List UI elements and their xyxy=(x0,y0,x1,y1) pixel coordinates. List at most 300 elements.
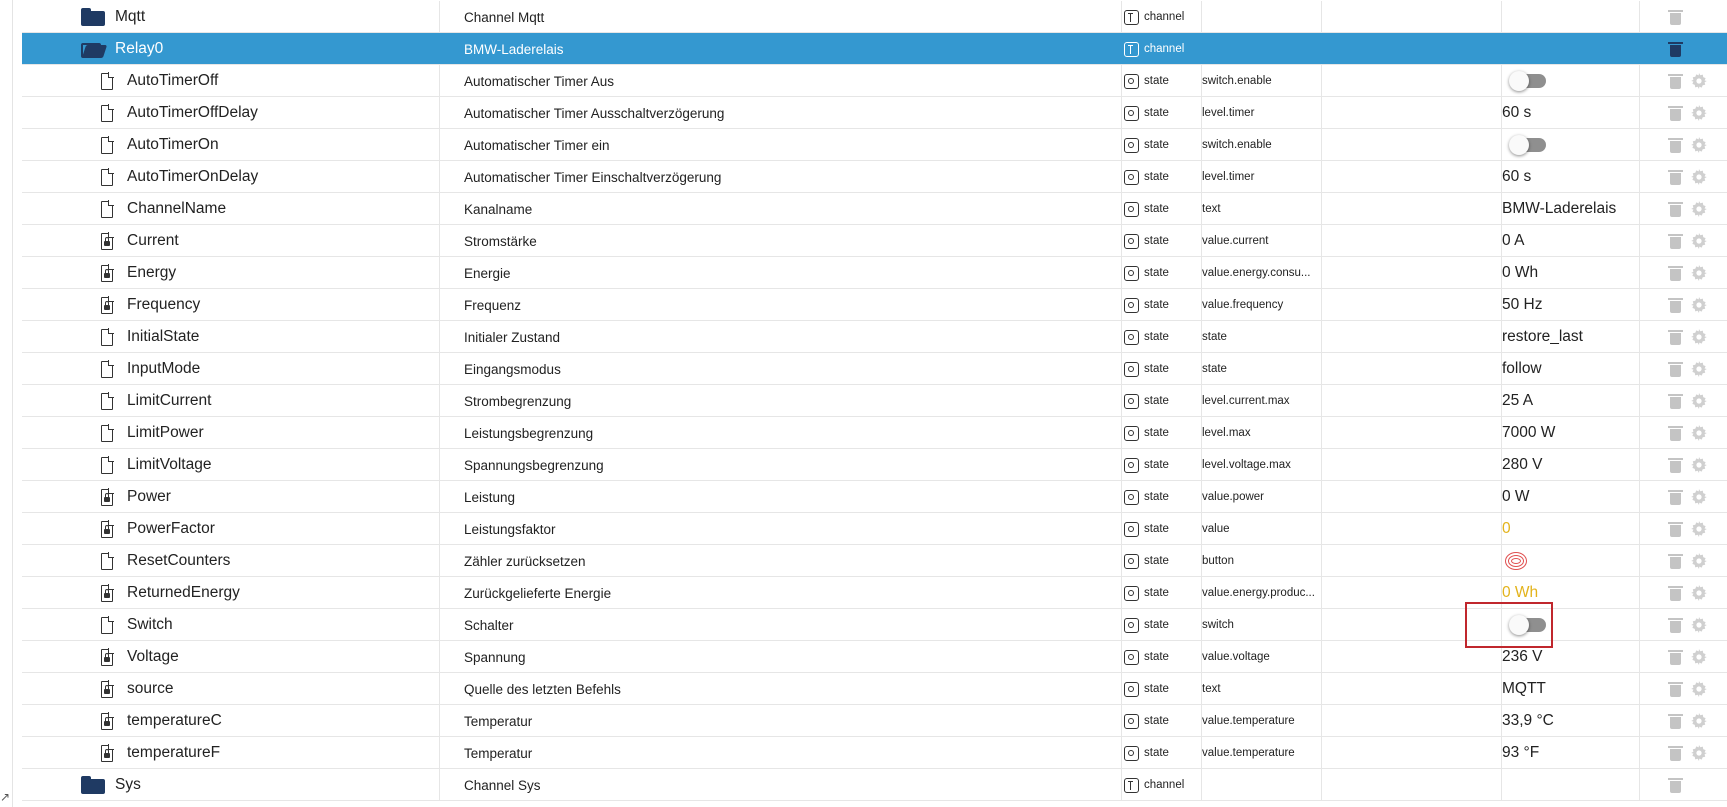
gear-icon[interactable] xyxy=(1691,521,1707,537)
table-row[interactable] xyxy=(22,737,1727,769)
object-id-label: Relay0 xyxy=(115,40,164,57)
object-type: state xyxy=(1144,459,1169,471)
table-row[interactable] xyxy=(22,161,1727,193)
gear-icon[interactable] xyxy=(1691,329,1707,345)
object-name-cell xyxy=(440,609,1122,641)
object-type: state xyxy=(1144,651,1169,663)
object-type: state xyxy=(1144,619,1169,631)
table-row[interactable] xyxy=(22,545,1727,577)
object-name-cell xyxy=(440,161,1122,193)
table-row[interactable] xyxy=(22,385,1727,417)
object-type: state xyxy=(1144,715,1169,727)
file-icon xyxy=(101,201,113,218)
object-type-cell xyxy=(1122,641,1202,673)
delete-icon[interactable] xyxy=(1670,74,1681,88)
file-locked-icon xyxy=(101,681,113,698)
object-type-cell xyxy=(1122,33,1202,65)
gear-icon[interactable] xyxy=(1691,73,1707,89)
state-icon xyxy=(1124,138,1139,153)
object-room-cell xyxy=(1322,545,1502,577)
object-role-cell xyxy=(1202,609,1322,641)
object-room-cell xyxy=(1322,289,1502,321)
object-value-cell[interactable] xyxy=(1502,769,1640,801)
state-icon xyxy=(1124,170,1139,185)
object-name-cell xyxy=(440,257,1122,289)
object-value-cell[interactable] xyxy=(1502,97,1640,129)
object-type-cell xyxy=(1122,385,1202,417)
object-id-cell[interactable] xyxy=(22,705,440,737)
object-value-cell[interactable] xyxy=(1502,193,1640,225)
object-id-cell[interactable] xyxy=(22,609,440,641)
file-icon xyxy=(101,361,113,378)
object-room-cell xyxy=(1322,257,1502,289)
object-role-cell xyxy=(1202,577,1322,609)
object-id-cell[interactable] xyxy=(22,417,440,449)
object-type: state xyxy=(1144,427,1169,439)
delete-icon[interactable] xyxy=(1670,426,1681,440)
delete-icon[interactable] xyxy=(1670,490,1681,504)
table-row[interactable] xyxy=(22,33,1727,65)
state-value[interactable]: 7000 W xyxy=(1502,424,1556,441)
state-value[interactable]: follow xyxy=(1502,360,1542,377)
gear-icon[interactable] xyxy=(1691,297,1707,313)
delete-icon[interactable] xyxy=(1670,554,1681,568)
object-role-cell xyxy=(1202,225,1322,257)
file-locked-icon xyxy=(101,489,113,506)
object-role: state xyxy=(1202,363,1227,375)
delete-icon[interactable] xyxy=(1670,458,1681,472)
object-actions-cell xyxy=(1640,609,1727,641)
gear-icon[interactable] xyxy=(1691,713,1707,729)
gear-icon[interactable] xyxy=(1691,617,1707,633)
object-id-cell[interactable] xyxy=(22,321,440,353)
object-value-cell[interactable] xyxy=(1502,65,1640,97)
delete-icon[interactable] xyxy=(1670,106,1681,120)
object-room-cell xyxy=(1322,737,1502,769)
object-id-cell[interactable] xyxy=(22,449,440,481)
object-role-cell xyxy=(1202,481,1322,513)
table-row[interactable] xyxy=(22,705,1727,737)
table-row[interactable] xyxy=(22,481,1727,513)
object-value-cell[interactable] xyxy=(1502,225,1640,257)
object-id-cell[interactable] xyxy=(22,193,440,225)
gear-icon[interactable] xyxy=(1691,393,1707,409)
gear-icon[interactable] xyxy=(1691,585,1707,601)
object-id-label: AutoTimerOnDelay xyxy=(127,168,259,185)
gear-icon[interactable] xyxy=(1691,169,1707,185)
switch-highlight-box xyxy=(1465,602,1553,648)
delete-icon[interactable] xyxy=(1670,234,1681,248)
object-type-cell xyxy=(1122,577,1202,609)
gear-icon[interactable] xyxy=(1691,745,1707,761)
object-type: state xyxy=(1144,203,1169,215)
object-room-cell xyxy=(1322,705,1502,737)
object-id-label: ChannelName xyxy=(127,200,227,217)
object-id-label: temperatureC xyxy=(127,712,222,729)
object-name: Eingangsmodus xyxy=(464,361,561,377)
object-actions-cell xyxy=(1640,33,1727,65)
object-role-cell xyxy=(1202,1,1322,33)
state-icon xyxy=(1124,106,1139,121)
object-actions-cell xyxy=(1640,545,1727,577)
state-value[interactable]: 0 W xyxy=(1502,488,1530,505)
delete-icon[interactable] xyxy=(1670,778,1681,792)
gear-icon[interactable] xyxy=(1691,233,1707,249)
push-button-icon[interactable] xyxy=(1505,552,1527,570)
object-type-cell xyxy=(1122,1,1202,33)
state-value[interactable]: 0 Wh xyxy=(1502,584,1539,601)
object-actions-cell xyxy=(1640,1,1727,33)
object-id-cell[interactable] xyxy=(22,769,440,801)
object-id-cell[interactable] xyxy=(22,385,440,417)
object-room-cell xyxy=(1322,65,1502,97)
object-name-cell xyxy=(440,737,1122,769)
table-row[interactable] xyxy=(22,129,1727,161)
table-row[interactable] xyxy=(22,321,1727,353)
object-type: state xyxy=(1144,75,1169,87)
file-locked-icon xyxy=(101,265,113,282)
object-actions-cell xyxy=(1640,129,1727,161)
state-value[interactable]: 0 Wh xyxy=(1502,264,1539,281)
object-name-cell xyxy=(440,385,1122,417)
state-icon xyxy=(1124,618,1139,633)
object-id-label: PowerFactor xyxy=(127,520,215,537)
object-role: level.timer xyxy=(1202,107,1255,119)
state-value[interactable]: MQTT xyxy=(1502,680,1546,697)
object-value-cell[interactable] xyxy=(1502,161,1640,193)
state-value[interactable]: 0 A xyxy=(1502,232,1525,249)
state-value[interactable]: 33,9 °C xyxy=(1502,712,1554,729)
object-type-cell xyxy=(1122,353,1202,385)
table-row[interactable] xyxy=(22,193,1727,225)
state-value[interactable]: 25 A xyxy=(1502,392,1534,409)
table-row[interactable] xyxy=(22,289,1727,321)
object-id-label: LimitPower xyxy=(127,424,204,441)
object-id-label: AutoTimerOff xyxy=(127,72,219,89)
object-id-label: InitialState xyxy=(127,328,200,345)
object-value-cell[interactable] xyxy=(1502,705,1640,737)
file-icon xyxy=(101,105,113,122)
object-type-cell xyxy=(1122,705,1202,737)
object-value-cell[interactable] xyxy=(1502,449,1640,481)
object-role-cell xyxy=(1202,65,1322,97)
object-name-cell xyxy=(440,705,1122,737)
object-name: Automatischer Timer Ausschaltverzögerung xyxy=(464,105,725,121)
delete-icon[interactable] xyxy=(1670,362,1681,376)
file-icon xyxy=(101,73,113,90)
object-type-cell xyxy=(1122,449,1202,481)
file-icon xyxy=(101,329,113,346)
object-type: state xyxy=(1144,555,1169,567)
object-type: state xyxy=(1144,683,1169,695)
state-value[interactable]: 60 s xyxy=(1502,168,1532,185)
table-row[interactable] xyxy=(22,449,1727,481)
object-id-cell[interactable] xyxy=(22,33,440,65)
delete-icon[interactable] xyxy=(1670,170,1681,184)
file-locked-icon xyxy=(101,745,113,762)
object-role: value.temperature xyxy=(1202,747,1295,759)
state-value[interactable]: 60 s xyxy=(1502,104,1532,121)
object-actions-cell xyxy=(1640,513,1727,545)
object-room-cell xyxy=(1322,225,1502,257)
object-room-cell xyxy=(1322,193,1502,225)
object-id-cell[interactable] xyxy=(22,577,440,609)
object-role: switch.enable xyxy=(1202,75,1272,87)
object-value-cell[interactable] xyxy=(1502,129,1640,161)
object-role-cell xyxy=(1202,193,1322,225)
object-value-cell[interactable] xyxy=(1502,673,1640,705)
state-icon xyxy=(1124,746,1139,761)
table-row[interactable] xyxy=(22,513,1727,545)
object-value-cell[interactable] xyxy=(1502,257,1640,289)
object-type: state xyxy=(1144,491,1169,503)
object-value-cell[interactable] xyxy=(1502,545,1640,577)
object-role-cell xyxy=(1202,289,1322,321)
state-value[interactable]: restore_last xyxy=(1502,328,1583,345)
state-value[interactable]: 280 V xyxy=(1502,456,1543,473)
object-id-label: Energy xyxy=(127,264,177,281)
object-id-cell[interactable] xyxy=(22,513,440,545)
object-value-cell[interactable] xyxy=(1502,385,1640,417)
object-actions-cell xyxy=(1640,193,1727,225)
table-row[interactable] xyxy=(22,1,1727,33)
object-role-cell xyxy=(1202,705,1322,737)
table-row[interactable] xyxy=(22,65,1727,97)
object-value-cell[interactable] xyxy=(1502,417,1640,449)
object-type-cell xyxy=(1122,257,1202,289)
delete-icon[interactable] xyxy=(1670,10,1681,24)
file-icon xyxy=(101,425,113,442)
object-type-cell xyxy=(1122,321,1202,353)
state-icon xyxy=(1124,714,1139,729)
gear-icon[interactable] xyxy=(1691,137,1707,153)
object-name-cell xyxy=(440,65,1122,97)
object-type: channel xyxy=(1144,779,1185,791)
delete-icon[interactable] xyxy=(1670,298,1681,312)
object-name-cell xyxy=(440,449,1122,481)
object-id-label: Sys xyxy=(115,776,141,793)
object-room-cell xyxy=(1322,97,1502,129)
object-value-cell[interactable] xyxy=(1502,1,1640,33)
gear-icon[interactable] xyxy=(1691,425,1707,441)
object-name: Spannungsbegrenzung xyxy=(464,457,604,473)
object-value-cell[interactable] xyxy=(1502,33,1640,65)
object-id-cell[interactable] xyxy=(22,641,440,673)
object-id-label: LimitVoltage xyxy=(127,456,212,473)
state-icon xyxy=(1124,330,1139,345)
object-actions-cell xyxy=(1640,481,1727,513)
object-type: state xyxy=(1144,395,1169,407)
channel-icon xyxy=(1124,10,1139,25)
object-id-cell[interactable] xyxy=(22,673,440,705)
object-id-cell[interactable] xyxy=(22,737,440,769)
object-actions-cell xyxy=(1640,161,1727,193)
channel-icon xyxy=(1124,778,1139,793)
object-role-cell xyxy=(1202,769,1322,801)
file-icon xyxy=(101,617,113,634)
folder-icon xyxy=(81,8,105,26)
file-locked-icon xyxy=(101,585,113,602)
object-id-label: Switch xyxy=(127,616,173,633)
object-type-cell xyxy=(1122,481,1202,513)
object-id-cell[interactable] xyxy=(22,65,440,97)
object-actions-cell xyxy=(1640,737,1727,769)
delete-icon[interactable] xyxy=(1670,394,1681,408)
object-type: state xyxy=(1144,107,1169,119)
object-room-cell xyxy=(1322,129,1502,161)
table-row[interactable] xyxy=(22,97,1727,129)
toggle-switch[interactable] xyxy=(1512,138,1546,152)
object-actions-cell xyxy=(1640,705,1727,737)
gear-icon[interactable] xyxy=(1691,489,1707,505)
object-role: text xyxy=(1202,683,1221,695)
object-name-cell xyxy=(440,769,1122,801)
delete-icon[interactable] xyxy=(1670,330,1681,344)
state-value[interactable]: 0 xyxy=(1502,520,1511,537)
state-value[interactable]: 236 V xyxy=(1502,648,1543,665)
object-name: Channel Sys xyxy=(464,777,541,793)
object-id-cell[interactable] xyxy=(22,97,440,129)
object-name-cell xyxy=(440,417,1122,449)
table-row[interactable] xyxy=(22,769,1727,801)
delete-icon[interactable] xyxy=(1670,650,1681,664)
object-value-cell[interactable] xyxy=(1502,353,1640,385)
object-role-cell xyxy=(1202,673,1322,705)
object-id-cell[interactable] xyxy=(22,353,440,385)
delete-icon[interactable] xyxy=(1670,266,1681,280)
table-row[interactable] xyxy=(22,673,1727,705)
state-icon xyxy=(1124,650,1139,665)
object-name-cell xyxy=(440,673,1122,705)
object-role: text xyxy=(1202,203,1221,215)
object-value-cell[interactable] xyxy=(1502,321,1640,353)
object-role-cell xyxy=(1202,385,1322,417)
object-role: switch xyxy=(1202,619,1234,631)
object-id-label: temperatureF xyxy=(127,744,221,761)
table-row[interactable] xyxy=(22,257,1727,289)
object-role-cell xyxy=(1202,161,1322,193)
object-role-cell xyxy=(1202,737,1322,769)
object-role-cell xyxy=(1202,321,1322,353)
object-name-cell xyxy=(440,545,1122,577)
state-icon xyxy=(1124,682,1139,697)
object-type-cell xyxy=(1122,673,1202,705)
object-role: level.timer xyxy=(1202,171,1255,183)
object-value-cell[interactable] xyxy=(1502,481,1640,513)
object-id-cell[interactable] xyxy=(22,1,440,33)
object-role: value.frequency xyxy=(1202,299,1284,311)
object-role-cell xyxy=(1202,449,1322,481)
object-actions-cell xyxy=(1640,321,1727,353)
resize-handle-icon[interactable]: ↗ xyxy=(0,790,11,804)
object-role-cell xyxy=(1202,641,1322,673)
table-row[interactable] xyxy=(22,417,1727,449)
delete-icon[interactable] xyxy=(1670,522,1681,536)
object-role: value xyxy=(1202,523,1230,535)
table-row[interactable] xyxy=(22,353,1727,385)
object-role-cell xyxy=(1202,417,1322,449)
state-value[interactable]: 50 Hz xyxy=(1502,296,1543,313)
state-value[interactable]: BMW-Laderelais xyxy=(1502,200,1617,217)
object-id-cell[interactable] xyxy=(22,481,440,513)
gear-icon[interactable] xyxy=(1691,649,1707,665)
object-actions-cell xyxy=(1640,673,1727,705)
gear-icon[interactable] xyxy=(1691,265,1707,281)
delete-icon[interactable] xyxy=(1670,714,1681,728)
object-name-cell xyxy=(440,289,1122,321)
file-icon xyxy=(101,137,113,154)
table-row[interactable] xyxy=(22,225,1727,257)
delete-icon[interactable] xyxy=(1670,202,1681,216)
gear-icon[interactable] xyxy=(1691,681,1707,697)
gear-icon[interactable] xyxy=(1691,105,1707,121)
delete-icon[interactable] xyxy=(1670,682,1681,696)
object-role-cell xyxy=(1202,257,1322,289)
object-id-cell[interactable] xyxy=(22,545,440,577)
file-locked-icon xyxy=(101,297,113,314)
object-role: value.power xyxy=(1202,491,1265,503)
state-icon xyxy=(1124,394,1139,409)
object-type: state xyxy=(1144,331,1169,343)
file-locked-icon xyxy=(101,649,113,666)
object-type-cell xyxy=(1122,225,1202,257)
object-type: state xyxy=(1144,363,1169,375)
object-value-cell[interactable] xyxy=(1502,737,1640,769)
object-name: Zähler zurücksetzen xyxy=(464,553,586,569)
object-actions-cell xyxy=(1640,385,1727,417)
object-type-cell xyxy=(1122,769,1202,801)
object-type-cell xyxy=(1122,545,1202,577)
object-name-cell xyxy=(440,33,1122,65)
channel-icon xyxy=(1124,42,1139,57)
object-type-cell xyxy=(1122,129,1202,161)
object-type: state xyxy=(1144,587,1169,599)
delete-icon[interactable] xyxy=(1670,586,1681,600)
object-type: state xyxy=(1144,171,1169,183)
object-id-cell[interactable] xyxy=(22,161,440,193)
delete-icon[interactable] xyxy=(1670,138,1681,152)
object-value-cell[interactable] xyxy=(1502,513,1640,545)
object-id-cell[interactable] xyxy=(22,289,440,321)
gear-icon[interactable] xyxy=(1691,201,1707,217)
object-id-cell[interactable] xyxy=(22,225,440,257)
delete-icon[interactable] xyxy=(1670,42,1681,56)
delete-icon[interactable] xyxy=(1670,618,1681,632)
object-id-cell[interactable] xyxy=(22,129,440,161)
object-type-cell xyxy=(1122,161,1202,193)
object-type: state xyxy=(1144,523,1169,535)
object-value-cell[interactable] xyxy=(1502,289,1640,321)
gear-icon[interactable] xyxy=(1691,457,1707,473)
gear-icon[interactable] xyxy=(1691,361,1707,377)
object-name: Automatischer Timer ein xyxy=(464,137,610,153)
object-actions-cell xyxy=(1640,289,1727,321)
state-icon xyxy=(1124,234,1139,249)
delete-icon[interactable] xyxy=(1670,746,1681,760)
object-id-label: AutoTimerOn xyxy=(127,136,219,153)
gear-icon[interactable] xyxy=(1691,553,1707,569)
object-name-cell xyxy=(440,225,1122,257)
object-actions-cell xyxy=(1640,417,1727,449)
object-name: Schalter xyxy=(464,617,514,633)
object-room-cell xyxy=(1322,385,1502,417)
object-name: Energie xyxy=(464,265,511,281)
object-id-cell[interactable] xyxy=(22,257,440,289)
state-value[interactable]: 93 °F xyxy=(1502,744,1540,761)
object-name: Automatischer Timer Einschaltverzögerung xyxy=(464,169,722,185)
object-actions-cell xyxy=(1640,769,1727,801)
toggle-switch[interactable] xyxy=(1512,74,1546,88)
